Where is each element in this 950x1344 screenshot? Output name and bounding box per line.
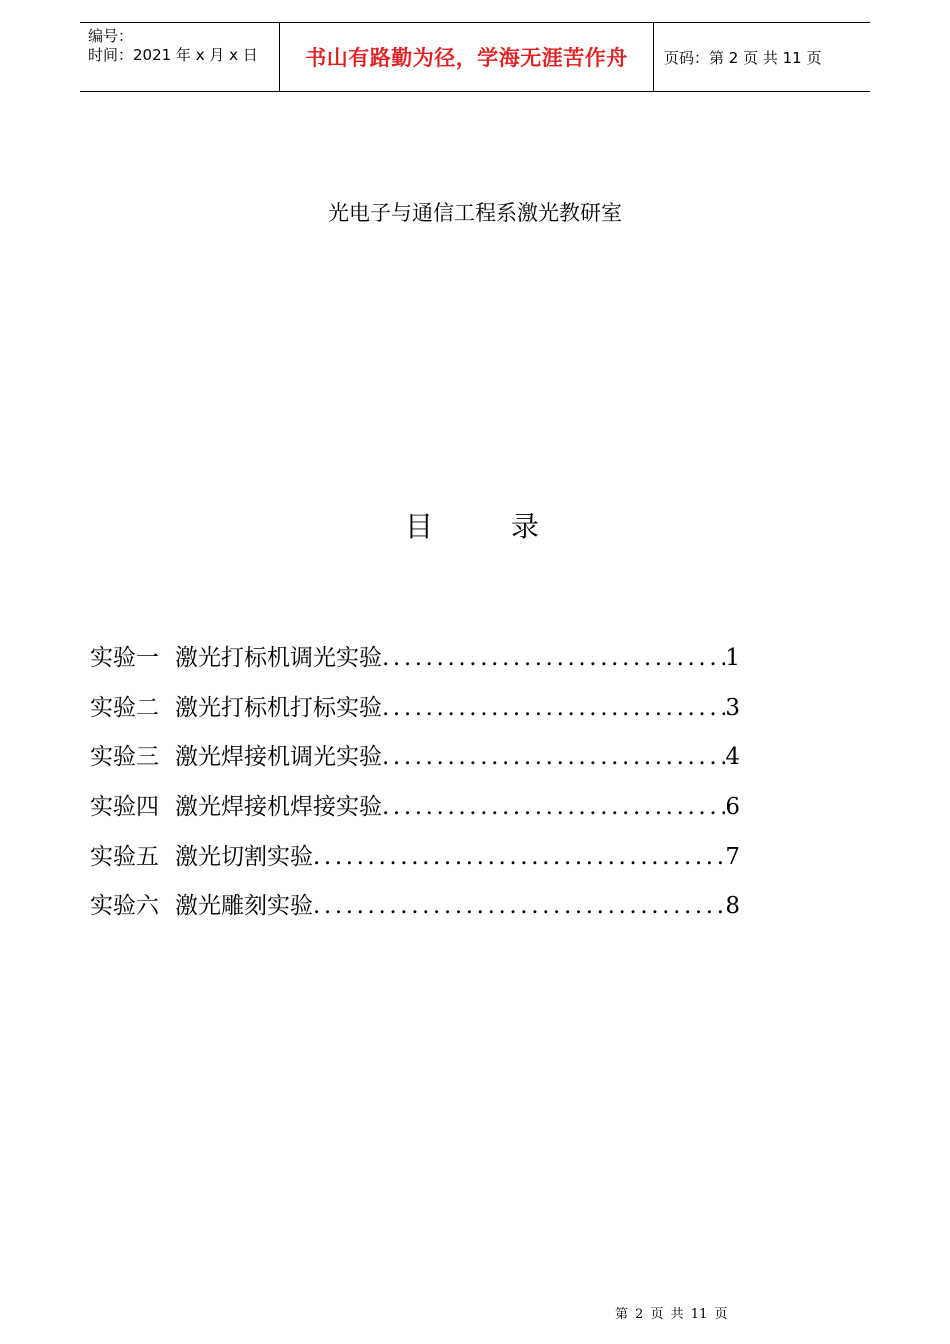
toc-entry-page: 6 xyxy=(725,794,740,821)
toc-entry-title: 激光雕刻实验 xyxy=(175,893,313,920)
table-of-contents xyxy=(90,640,740,938)
toc-entry[interactable] xyxy=(90,690,740,740)
header-page-info: 页码：第 2 页 共 11 页 xyxy=(664,48,822,67)
toc-entry[interactable] xyxy=(90,789,740,839)
toc-leader-dots xyxy=(382,789,725,825)
header-motto: 书山有路勤为径，学海无涯苦作舟 xyxy=(305,46,628,70)
toc-entry[interactable] xyxy=(90,888,740,938)
document-date-label: 时间：2021 年 x 月 x 日 xyxy=(88,46,258,64)
toc-heading xyxy=(405,505,539,545)
toc-entry-number: 实验三 xyxy=(90,744,159,771)
page-footer: 第 2 页 共 11 页 xyxy=(615,1307,728,1322)
document-number-label: 编号： xyxy=(88,27,134,45)
toc-entry-number: 实验五 xyxy=(90,843,159,870)
toc-entry-page: 3 xyxy=(725,694,740,721)
toc-leader-dots xyxy=(382,739,725,775)
toc-entry-number: 实验一 xyxy=(90,645,159,671)
toc-entry[interactable] xyxy=(90,739,740,789)
toc-entry-number: 实验六 xyxy=(90,893,159,920)
toc-entry-title: 激光焊接机调光实验 xyxy=(175,744,382,771)
toc-entry[interactable] xyxy=(90,640,740,690)
toc-entry-page: 8 xyxy=(725,893,740,920)
toc-heading-char-2: 录 xyxy=(511,510,540,543)
toc-leader-dots xyxy=(313,839,725,875)
toc-entry-number: 实验二 xyxy=(90,694,159,721)
toc-entry-page: 7 xyxy=(725,843,740,870)
toc-entry-title: 激光切割实验 xyxy=(175,843,313,870)
toc-entry-page: 4 xyxy=(725,744,740,771)
toc-entry-title: 激光打标机调光实验 xyxy=(175,645,382,671)
toc-entry[interactable] xyxy=(90,839,740,889)
header-meta xyxy=(80,23,280,91)
toc-leader-dots xyxy=(382,690,725,726)
toc-entry-title: 激光焊接机焊接实验 xyxy=(175,794,382,821)
page-header xyxy=(80,22,870,92)
toc-heading-char-1: 目 xyxy=(405,510,434,543)
header-motto-cell xyxy=(280,23,654,91)
toc-leader-dots xyxy=(313,888,725,924)
department-name: 光电子与通信工程系激光教研室 xyxy=(328,201,622,225)
toc-entry-title: 激光打标机打标实验 xyxy=(175,694,382,721)
toc-entry-number: 实验四 xyxy=(90,794,159,821)
toc-leader-dots xyxy=(382,640,725,676)
toc-entry-page: 1 xyxy=(725,645,740,671)
header-page-info-cell xyxy=(654,23,870,91)
